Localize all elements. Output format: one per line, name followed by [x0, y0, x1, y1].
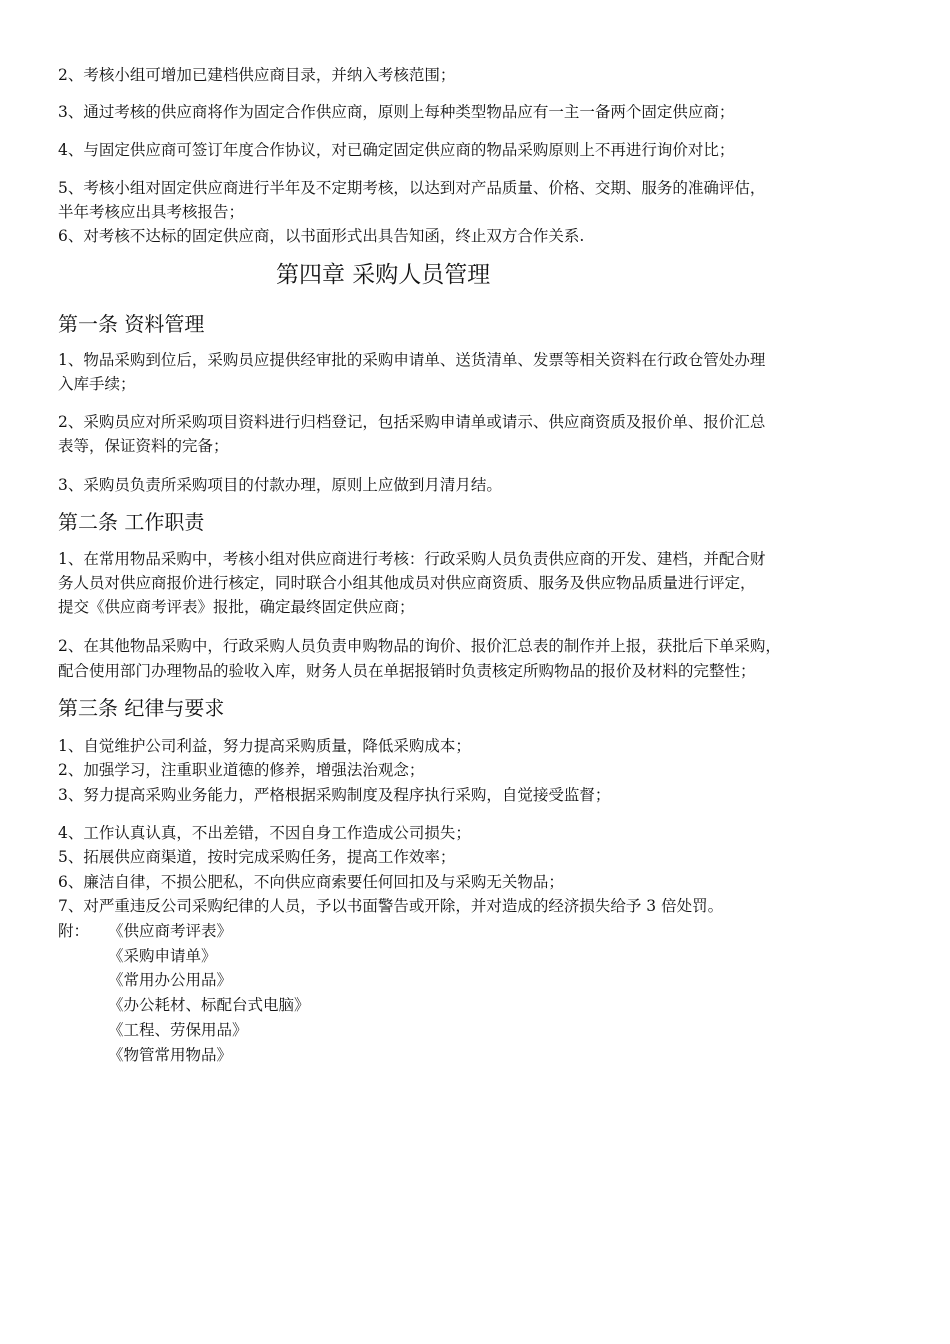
section3-item-3: 3、努力提高采购业务能力，严格根据采购制度及程序执行采购，自觉接受监督；	[58, 786, 611, 804]
section3-item-5: 5、拓展供应商渠道，按时完成采购任务，提高工作效率；	[58, 848, 456, 866]
section2-item-1-cont1: 务人员对供应商报价进行核定，同时联合小组其他成员对供应商资质、服务及供应物品质量进行评定，	[58, 574, 756, 592]
section-title-discipline: 第三条 纪律与要求	[58, 696, 225, 720]
section-title-materials: 第一条 资料管理	[58, 312, 205, 336]
attachment-item: 《办公耗材、标配台式电脑》	[108, 996, 310, 1014]
section3-item-7: 7、对严重违反公司采购纪律的人员，予以书面警告或开除，并对造成的经济损失给予 3 倍处罚。	[58, 897, 724, 915]
intro-item-5-cont: 半年考核应出具考核报告；	[58, 203, 245, 221]
intro-item-6: 6、对考核不达标的固定供应商，以书面形式出具告知函，终止双方合作关系.	[58, 227, 585, 245]
section1-item-3: 3、采购员负责所采购项目的付款办理，原则上应做到月清月结。	[58, 476, 502, 494]
attachment-item: 《工程、劳保用品》	[108, 1021, 248, 1039]
section2-item-1-cont2: 提交《供应商考评表》报批，确定最终固定供应商；	[58, 598, 415, 616]
intro-item-2: 2、考核小组可增加已建档供应商目录，并纳入考核范围；	[58, 66, 456, 84]
section3-item-6: 6、廉洁自律，不损公肥私，不向供应商索要任何回扣及与采购无关物品；	[58, 873, 564, 891]
attachment-item: 《采购申请单》	[108, 947, 217, 965]
attachment-item: 《常用办公用品》	[108, 971, 233, 989]
section1-item-1-cont: 入库手续；	[58, 375, 136, 393]
section3-item-4: 4、工作认真认真，不出差错，不因自身工作造成公司损失；	[58, 824, 471, 842]
section1-item-2-cont: 表等，保证资料的完备；	[58, 437, 229, 455]
section1-item-2: 2、采购员应对所采购项目资料进行归档登记，包括采购申请单或请示、供应商资质及报价单、报价汇总	[58, 413, 766, 431]
intro-item-5: 5、考核小组对固定供应商进行半年及不定期考核，以达到对产品质量、价格、交期、服务的准确评估，	[58, 179, 766, 197]
section3-item-1: 1、自觉维护公司利益，努力提高采购质量，降低采购成本；	[58, 737, 471, 755]
section2-item-2: 2、在其他物品采购中，行政采购人员负责申购物品的询价、报价汇总表的制作并上报，获批后下单采购，	[58, 637, 781, 655]
intro-item-3: 3、通过考核的供应商将作为固定合作供应商，原则上每种类型物品应有一主一备两个固定供应商；	[58, 103, 735, 121]
intro-item-4: 4、与固定供应商可签订年度合作协议，对已确定固定供应商的物品采购原则上不再进行询价对比；	[58, 141, 735, 159]
attachment-item: 《供应商考评表》	[108, 922, 233, 940]
section2-item-1: 1、在常用物品采购中，考核小组对供应商进行考核：行政采购人员负责供应商的开发、建档，并配合财	[58, 550, 766, 568]
section3-item-2: 2、加强学习，注重职业道德的修养，增强法治观念；	[58, 761, 425, 779]
attachment-item: 《物管常用物品》	[108, 1046, 233, 1064]
section1-item-1: 1、物品采购到位后，采购员应提供经审批的采购申请单、送货清单、发票等相关资料在行政仓管处办理	[58, 351, 766, 369]
section2-item-2-cont: 配合使用部门办理物品的验收入库，财务人员在单据报销时负责核定所购物品的报价及材料的完整性；	[58, 662, 756, 680]
section-title-duties: 第二条 工作职责	[58, 510, 205, 534]
attachments-label: 附：	[58, 922, 90, 940]
chapter-title: 第四章 采购人员管理	[276, 262, 491, 288]
